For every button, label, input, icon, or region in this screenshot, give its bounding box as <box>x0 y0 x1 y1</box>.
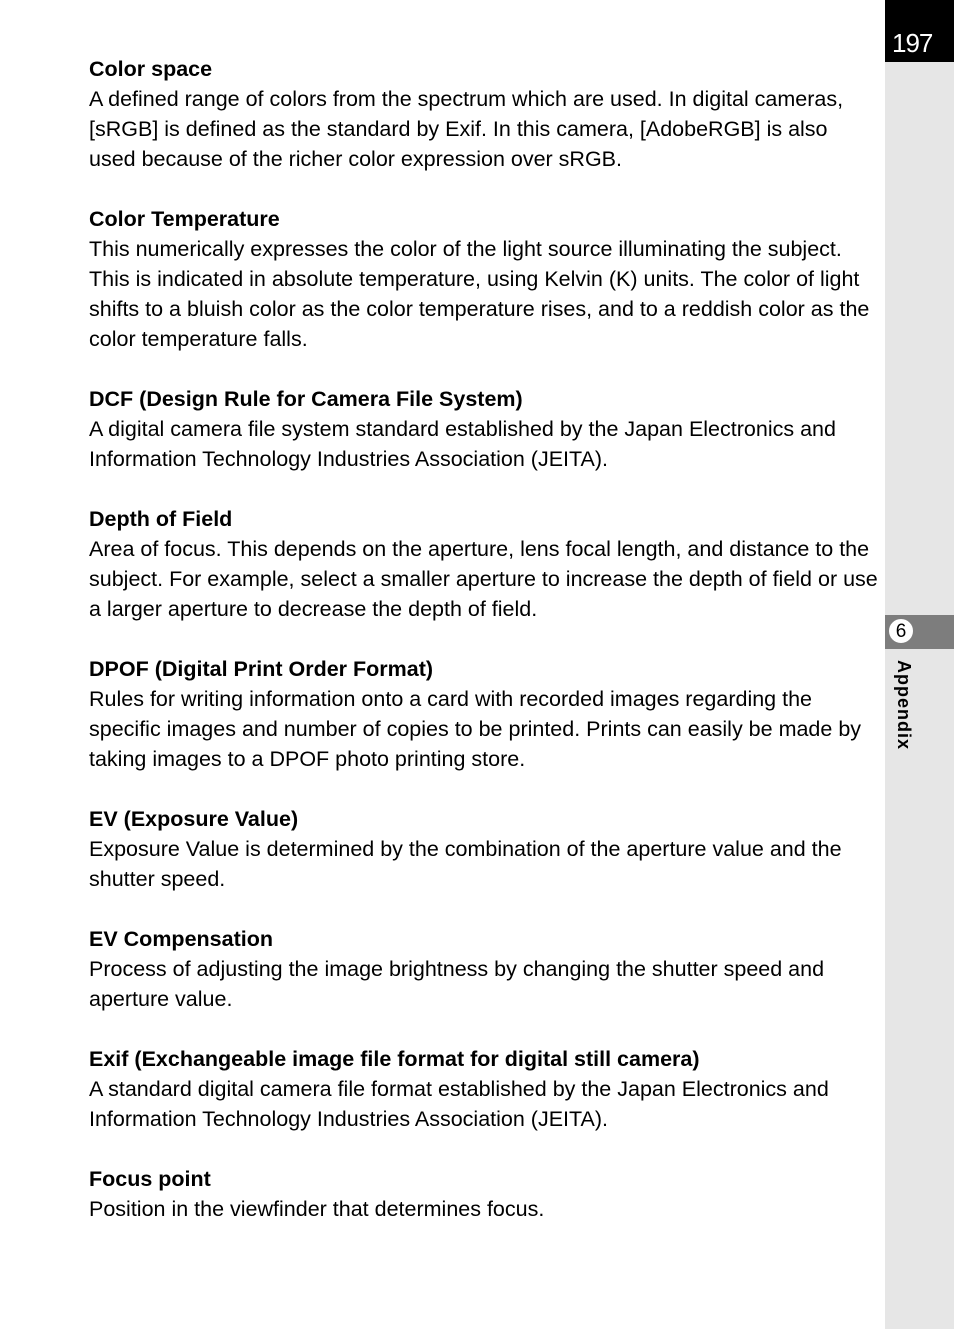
glossary-entry-depth-of-field <box>89 504 879 624</box>
glossary-entry-ev <box>89 804 879 894</box>
chapter-sidebar <box>885 0 954 1329</box>
glossary-definition: Rules for writing information onto a card with recorded images regarding the specific images and number of copies to be printed. Prints can easily be made by taking images to a DPOF photo printing store. <box>89 687 862 771</box>
page-number: 197 <box>892 28 933 58</box>
glossary-term: EV Compensation <box>89 927 273 951</box>
glossary-term: Focus point <box>89 1167 211 1191</box>
chapter-tab <box>885 615 954 649</box>
glossary-entry-dcf <box>89 384 879 474</box>
page-number-box <box>885 0 954 62</box>
glossary-entry-focus-point <box>89 1164 879 1224</box>
glossary-definition: Exposure Value is determined by the combination of the aperture value and the shutter speed. <box>89 837 842 891</box>
glossary-term: Exif (Exchangeable image file format for digital still camera) <box>89 1047 700 1071</box>
glossary-definition: Area of focus. This depends on the aperture, lens focal length, and distance to the subject. For example, select a smaller aperture to increase the depth of field or use a larger aperture to decrease the depth of field. <box>89 537 878 621</box>
glossary-definition: Process of adjusting the image brightness by changing the shutter speed and aperture value. <box>89 957 825 1011</box>
glossary-definition: A defined range of colors from the spectrum which are used. In digital cameras, [sRGB] is defined as the standard by Exif. In this camera, [AdobeRGB] is also used because of the richer color expression over sRGB. <box>89 87 844 171</box>
glossary-term: EV (Exposure Value) <box>89 807 299 831</box>
glossary-term: Color space <box>89 57 213 81</box>
glossary-definition: This numerically expresses the color of the light source illuminating the subject. This is indicated in absolute temperature, using Kelvin (K) units. The color of light shifts to a bluish color as the color temperature rises, and to a reddish color as the color temperature falls. <box>89 237 870 351</box>
glossary-term: DCF (Design Rule for Camera File System) <box>89 387 523 411</box>
glossary-content <box>89 54 879 1254</box>
glossary-definition: Position in the viewfinder that determines focus. <box>89 1197 545 1221</box>
glossary-entry-color-space <box>89 54 879 174</box>
chapter-label: Appendix <box>894 660 914 751</box>
glossary-entry-color-temperature <box>89 204 879 354</box>
glossary-entry-ev-compensation <box>89 924 879 1014</box>
glossary-term: Color Temperature <box>89 207 280 231</box>
glossary-term: Depth of Field <box>89 507 233 531</box>
glossary-definition: A standard digital camera file format established by the Japan Electronics and Information Technology Industries Association (JEITA). <box>89 1077 829 1131</box>
chapter-number: 6 <box>888 618 914 644</box>
glossary-definition: A digital camera file system standard established by the Japan Electronics and Information Technology Industries Association (JEITA). <box>89 417 836 471</box>
glossary-entry-exif <box>89 1044 879 1134</box>
glossary-entry-dpof <box>89 654 879 774</box>
glossary-term: DPOF (Digital Print Order Format) <box>89 657 434 681</box>
